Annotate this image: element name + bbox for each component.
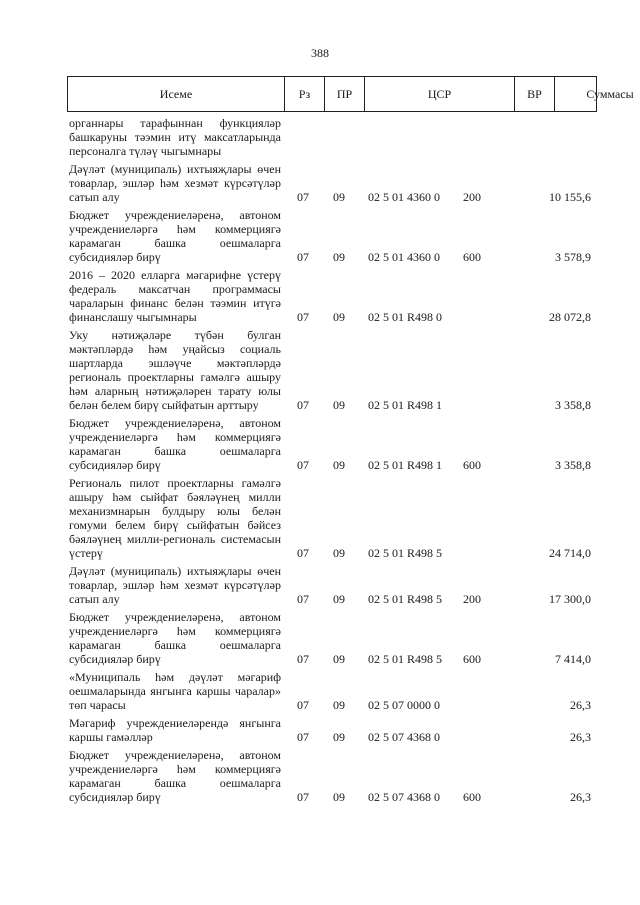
row-csr: 02 5 01 R498 1 bbox=[368, 398, 443, 412]
row-name: Региональ пилот проектларны гамәлгә ашыру һәм сыйфат бәяләүнең милли механизмнарын булдыру юлы белән гомуми белем бирү сыйфатын бәйсез бәяләүнең милли-региональ системасын үстерү bbox=[69, 476, 281, 560]
header-sum: Суммасы bbox=[586, 87, 634, 101]
row-vr: 600 bbox=[463, 652, 481, 666]
row-sum: 17 300,0 bbox=[549, 592, 591, 606]
header-csr: ЦСР bbox=[365, 77, 515, 111]
row-rz: 07 bbox=[297, 730, 309, 744]
row-sum: 3 358,8 bbox=[555, 458, 591, 472]
row-rz: 07 bbox=[297, 546, 309, 560]
row-pr: 09 bbox=[333, 592, 345, 606]
row-name: Дәүләт (муниципаль) ихтыяҗлары өчен товарлар, эшләр һәм хезмәт күрсәтүләр сатып алу bbox=[69, 162, 281, 204]
row-pr: 09 bbox=[333, 250, 345, 264]
row-csr: 02 5 01 R498 5 bbox=[368, 546, 443, 560]
row-pr: 09 bbox=[333, 546, 345, 560]
row-sum: 7 414,0 bbox=[555, 652, 591, 666]
header-rz: Рз bbox=[285, 77, 325, 111]
row-name: Бюджет учреждениеләренә, автоном учреждениеләргә һәм коммерциягә карамаган башка оешмаларга субсидияләр бирү bbox=[69, 610, 281, 666]
table-row bbox=[69, 610, 599, 666]
row-pr: 09 bbox=[333, 730, 345, 744]
row-name: Уку нәтиҗәләре түбән булган мәктәпләрдә һәм уңайсыз социаль шартларда эшләүче мәктәпләрдә региональ проектларны гамәлгә ашыру һәм аларның нәтиҗәләрен тарату юлы белән белем бирү сыйфатын арттыру bbox=[69, 328, 281, 412]
row-rz: 07 bbox=[297, 790, 309, 804]
row-rz: 07 bbox=[297, 250, 309, 264]
table-header bbox=[67, 76, 634, 112]
row-csr: 02 5 01 R498 5 bbox=[368, 652, 443, 666]
table-row bbox=[69, 328, 599, 412]
row-name: Дәүләт (муниципаль) ихтыяҗлары өчен товарлар, эшләр һәм хезмәт күрсәтүләр сатып алу bbox=[69, 564, 281, 606]
row-rz: 07 bbox=[297, 310, 309, 324]
row-pr: 09 bbox=[333, 698, 345, 712]
row-pr: 09 bbox=[333, 790, 345, 804]
row-pr: 09 bbox=[333, 398, 345, 412]
header-vr: ВР bbox=[515, 77, 555, 111]
row-csr: 02 5 07 4368 0 bbox=[368, 730, 440, 744]
row-sum: 10 155,6 bbox=[549, 190, 591, 204]
table-row bbox=[69, 208, 599, 264]
row-sum: 28 072,8 bbox=[549, 310, 591, 324]
table-row bbox=[69, 476, 599, 560]
row-name: «Муниципаль һәм дәүләт мәгариф оешмаларында янгынга каршы чаралар» төп чарасы bbox=[69, 670, 281, 712]
row-vr: 200 bbox=[463, 190, 481, 204]
row-rz: 07 bbox=[297, 592, 309, 606]
row-name: Мәгариф учреждениеләрендә янгынга каршы гамәлләр bbox=[69, 716, 281, 744]
row-pr: 09 bbox=[333, 190, 345, 204]
table-row bbox=[69, 416, 599, 472]
row-vr: 600 bbox=[463, 458, 481, 472]
table-body bbox=[69, 116, 599, 808]
row-sum: 26,3 bbox=[570, 730, 591, 744]
row-pr: 09 bbox=[333, 458, 345, 472]
row-rz: 07 bbox=[297, 458, 309, 472]
row-sum: 26,3 bbox=[570, 790, 591, 804]
row-csr: 02 5 07 0000 0 bbox=[368, 698, 440, 712]
table-row bbox=[69, 162, 599, 204]
row-name: органнары тарафыннан функцияләр башкаруны тәэмин итү максатларында персоналга түләү чыгымнары bbox=[69, 116, 281, 158]
row-pr: 09 bbox=[333, 652, 345, 666]
page-number: 388 bbox=[311, 46, 329, 60]
table-row bbox=[69, 116, 599, 158]
table-row bbox=[69, 268, 599, 324]
row-vr: 600 bbox=[463, 790, 481, 804]
row-sum: 24 714,0 bbox=[549, 546, 591, 560]
row-rz: 07 bbox=[297, 190, 309, 204]
row-csr: 02 5 01 4360 0 bbox=[368, 250, 440, 264]
row-rz: 07 bbox=[297, 698, 309, 712]
table-row bbox=[69, 748, 599, 804]
row-sum: 3 578,9 bbox=[555, 250, 591, 264]
row-csr: 02 5 01 R498 1 bbox=[368, 458, 443, 472]
row-csr: 02 5 01 4360 0 bbox=[368, 190, 440, 204]
row-name: Бюджет учреждениеләренә, автоном учреждениеләргә һәм коммерциягә карамаган башка оешмаларга субсидияләр бирү bbox=[69, 208, 281, 264]
row-sum: 3 358,8 bbox=[555, 398, 591, 412]
row-vr: 600 bbox=[463, 250, 481, 264]
row-rz: 07 bbox=[297, 652, 309, 666]
table-row bbox=[69, 670, 599, 712]
row-pr: 09 bbox=[333, 310, 345, 324]
row-csr: 02 5 01 R498 0 bbox=[368, 310, 443, 324]
header-pr: ПР bbox=[325, 77, 365, 111]
table-row bbox=[69, 716, 599, 744]
row-sum: 26,3 bbox=[570, 698, 591, 712]
table-row bbox=[69, 564, 599, 606]
row-csr: 02 5 07 4368 0 bbox=[368, 790, 440, 804]
row-name: 2016 – 2020 елларга мәгарифне үстерү федераль максатчан программасы чараларын финанс белән тәэмин итүгә финанслашу чыгымнары bbox=[69, 268, 281, 324]
header-name: Исеме bbox=[68, 77, 285, 111]
row-vr: 200 bbox=[463, 592, 481, 606]
row-csr: 02 5 01 R498 5 bbox=[368, 592, 443, 606]
row-rz: 07 bbox=[297, 398, 309, 412]
row-name: Бюджет учреждениеләренә, автоном учреждениеләргә һәм коммерциягә карамаган башка оешмаларга субсидияләр бирү bbox=[69, 748, 281, 804]
row-name: Бюджет учреждениеләренә, автоном учреждениеләргә һәм коммерциягә карамаган башка оешмаларга субсидияләр бирү bbox=[69, 416, 281, 472]
